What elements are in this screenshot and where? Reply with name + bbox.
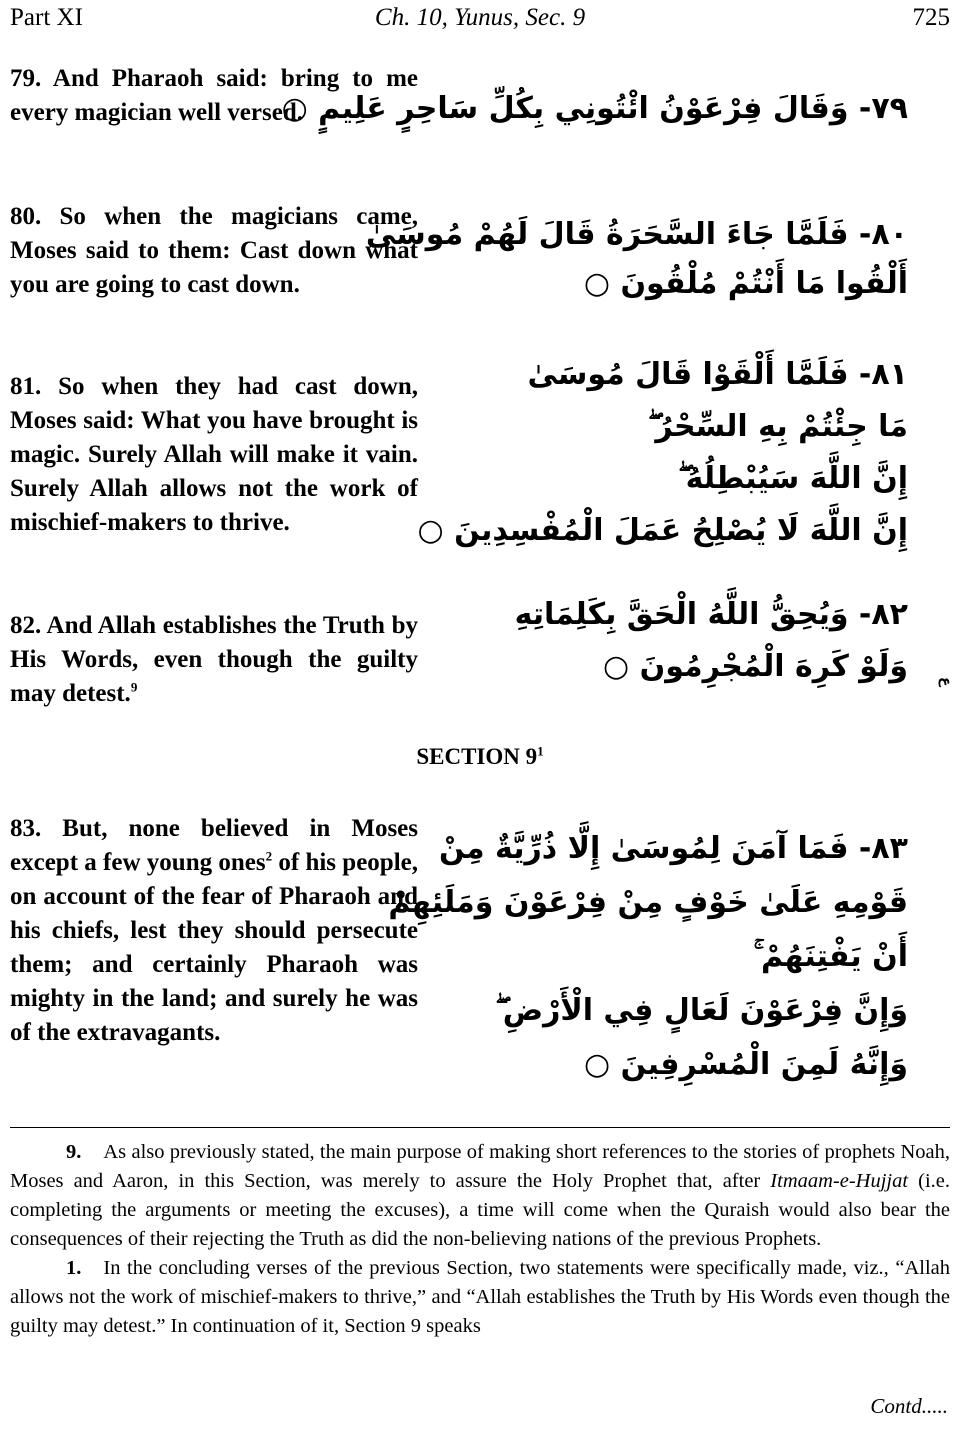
verse-83-text-start: 83. But, none believed in Moses except a few young ones [10, 815, 418, 876]
arabic-line: ۸۲- وَيُحِقُّ اللَّهُ الْحَقَّ بِكَلِمَاتِهِ [514, 597, 908, 632]
arabic-line: ۸۰- فَلَمَّا جَاءَ السَّحَرَةُ قَالَ لَهُمْ مُوسَىٰ [365, 217, 908, 252]
arabic-line: مَا جِئْتُمْ بِهِ السِّحْرُ ۖ [647, 409, 908, 444]
footnotes [10, 1138, 950, 1341]
page-number: 725 [912, 4, 950, 31]
arabic-line: إِنَّ اللَّهَ لَا يُصْلِحُ عَمَلَ الْمُفْسِدِينَ ○ [417, 513, 908, 548]
footnote-text: As also previously stated, the main purpose of making short references to the stories of prophets Noah, Moses and Aaron, in this Section, was merely to assure the Holy Prophet that, after [10, 1141, 950, 1192]
verse-81-arabic [417, 357, 908, 566]
arabic-line: أَلْقُوا مَا أَنْتُمْ مُلْقُونَ ○ [583, 266, 908, 301]
section-title: SECTION 9 [416, 744, 538, 769]
footnote-number: 9. [66, 1141, 82, 1163]
arabic-line: ۸۳- فَمَا آمَنَ لِمُوسَىٰ إِلَّا ذُرِّيَّةٌ مِنْ [439, 831, 908, 866]
verse-83-text-end: of his people, on account of the fear of Pharaoh and his chiefs, lest they should persecute them; and certainly Pharaoh was mighty in the land; and surely he was of the extravagants. [10, 849, 418, 1046]
footnote-number: 1. [66, 1257, 82, 1279]
footnote-ref-2: 2 [265, 848, 273, 864]
arabic-line: وَإِنَّ فِرْعَوْنَ لَعَالٍ فِي الْأَرْضِ ۖ [495, 993, 908, 1028]
chapter-title: Ch. 10, Yunus, Sec. 9 [374, 4, 586, 31]
arabic-line: وَلَوْ كَرِهَ الْمُجْرِمُونَ ○ [603, 649, 908, 684]
arabic-line: وَإِنَّهُ لَمِنَ الْمُسْرِفِينَ ○ [583, 1047, 908, 1082]
section-heading [0, 744, 960, 770]
page-header [10, 4, 950, 34]
part-label: Part XI [10, 4, 83, 31]
verse-79-arabic [281, 91, 908, 126]
arabic-line: قَوْمِهِ عَلَىٰ خَوْفٍ مِنْ فِرْعَوْنَ وَمَلَئِهِمْ [388, 885, 908, 920]
footnote-ref-1: 1 [537, 743, 544, 759]
ruku-mark: ع [938, 677, 954, 687]
verse-81-english: 81. So when they had cast down, Moses said: What you have brought is magic. Surely Allah will make it vain. Surely Allah allows not the work of mischief-makers to thrive. [10, 373, 418, 536]
arabic-line: ۷۹- وَقَالَ فِرْعَوْنُ ائْتُونِي بِكُلِّ سَاحِرٍ عَلِيمٍ ○ [281, 91, 908, 126]
continued-label: Contd..... [870, 1394, 948, 1418]
footnote-text: In the concluding verses of the previous Section, two statements were specifically made, viz., “Allah allows not the work of mischief-makers to thrive,” and “Allah establishes the Truth by His Words even though the guilty may detest.” In continuation of it, Section 9 speaks [10, 1257, 950, 1337]
verse-80-arabic [365, 217, 908, 301]
verse-83-arabic [388, 831, 908, 1082]
verse-79-english: 79. And Pharaoh said: bring to me every magician well versed. [10, 65, 418, 126]
verse-80-english: 80. So when the magicians came, Moses said to them: Cast down what you are going to cast down. [10, 203, 418, 298]
verse-82-english [10, 609, 418, 711]
verse-82-arabic [440, 598, 908, 683]
verse-82-text: 82. And Allah establishes the Truth by His Words, even though the guilty may detest. [10, 612, 418, 707]
arabic-line: إِنَّ اللَّهَ سَيُبْطِلُهُ ۖ [678, 461, 908, 496]
arabic-line: ۸۱- فَلَمَّا أَلْقَوْا قَالَ مُوسَىٰ [527, 357, 908, 392]
arabic-line: أَنْ يَفْتِنَهُمْ ۚ [753, 939, 908, 974]
footnote-1 [10, 1254, 950, 1341]
footnote-italic-term: Itmaam-e-Hujjat [770, 1170, 909, 1192]
footnote-divider [10, 1127, 950, 1128]
footnote-text: (i.e. completing the arguments or meeting the excuses), a time will come when the Quraish would also bear the consequences of their rejecting the Truth as did the non-believing nations of the previous Prophets. [10, 1170, 950, 1250]
footnote-ref-9: 9 [130, 679, 138, 695]
footnote-9 [10, 1138, 950, 1254]
verse-83-english [10, 812, 418, 1050]
